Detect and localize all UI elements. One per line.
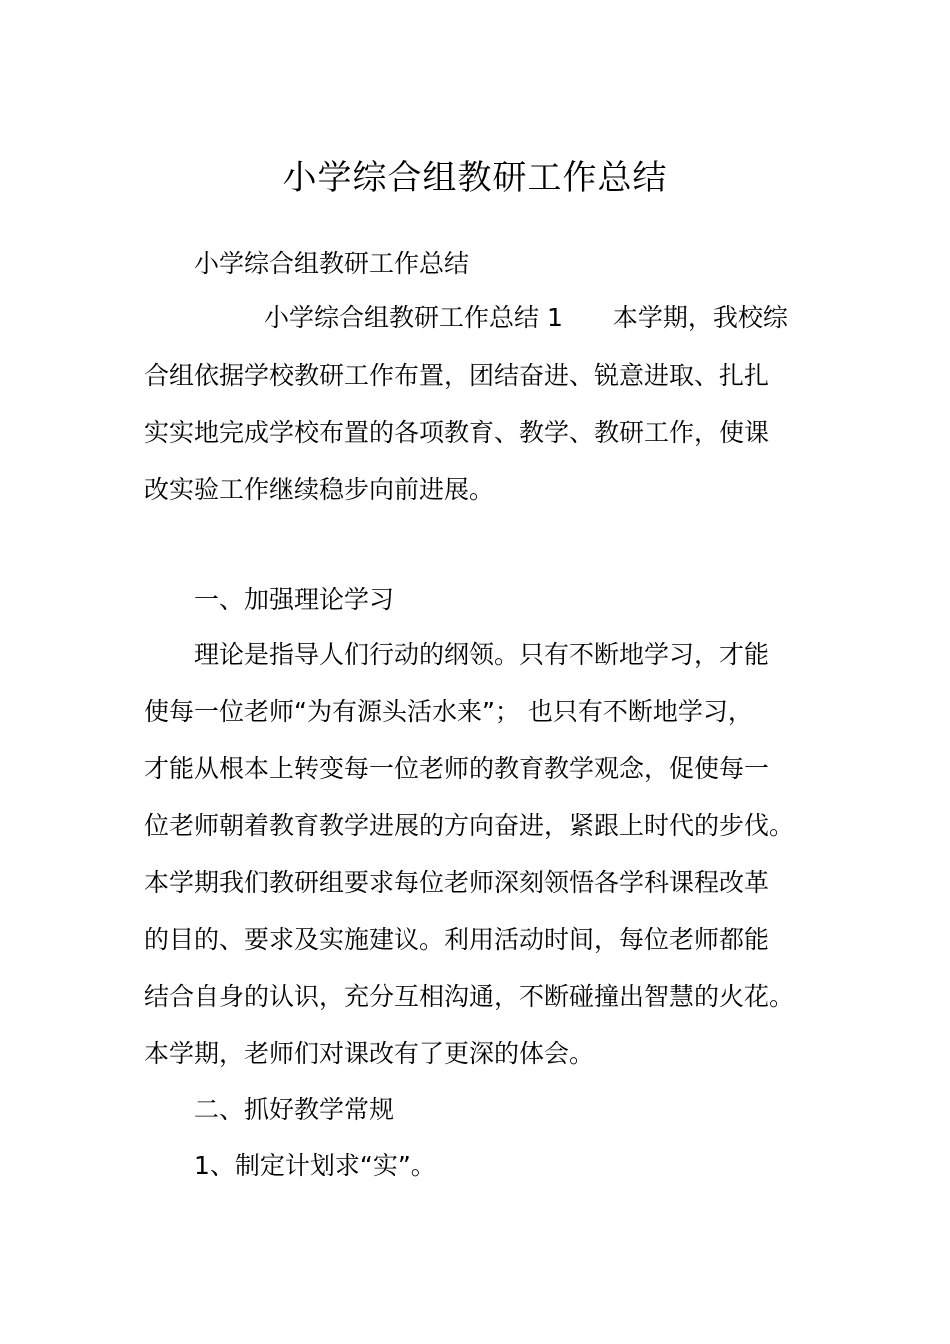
intro-paragraph-line: 改实验工作继续稳步向前进展。 <box>144 475 495 504</box>
document-title: 小学综合组教研工作总结 <box>282 158 668 198</box>
intro-paragraph-line: 实实地完成学校布置的各项教育、教学、教研工作，使课 <box>144 418 770 447</box>
intro-heading: 小学综合组教研工作总结 1 <box>264 303 563 332</box>
document-subtitle: 小学综合组教研工作总结 <box>194 249 470 278</box>
section2-item-plan: 1、制定计划求“实”。 <box>194 1151 436 1180</box>
section1-paragraph-line: 本学期我们教研组要求每位老师深刻领悟各学科课程改革 <box>144 868 770 897</box>
section-heading-routine: 二、抓好教学常规 <box>194 1095 395 1124</box>
section1-paragraph-line: 才能从根本上转变每一位老师的教育教学观念，促使每一 <box>144 754 770 783</box>
intro-paragraph-line: 合组依据学校教研工作布置，团结奋进、锐意进取、扎扎 <box>144 361 770 390</box>
section-heading-theory: 一、加强理论学习 <box>194 585 395 614</box>
section1-paragraph-line: 本学期，老师们对课改有了更深的体会。 <box>144 1039 595 1068</box>
section1-paragraph-line: 结合自身的认识，充分互相沟通，不断碰撞出智慧的火花。 <box>144 982 795 1011</box>
intro-line-text: 本学期，我校综 <box>612 303 788 332</box>
intro-paragraph-line <box>264 298 788 338</box>
section1-paragraph-line: 理论是指导人们行动的纲领。只有不断地学习，才能 <box>194 640 770 669</box>
section1-paragraph-line: 位老师朝着教育教学进展的方向奋进，紧跟上时代的步伐。 <box>144 811 795 840</box>
section1-paragraph-line: 的目的、要求及实施建议。利用活动时间，每位老师都能 <box>144 925 770 954</box>
section1-paragraph-line: 使每一位老师“为有源头活水来”； 也只有不断地学习， <box>144 697 753 726</box>
